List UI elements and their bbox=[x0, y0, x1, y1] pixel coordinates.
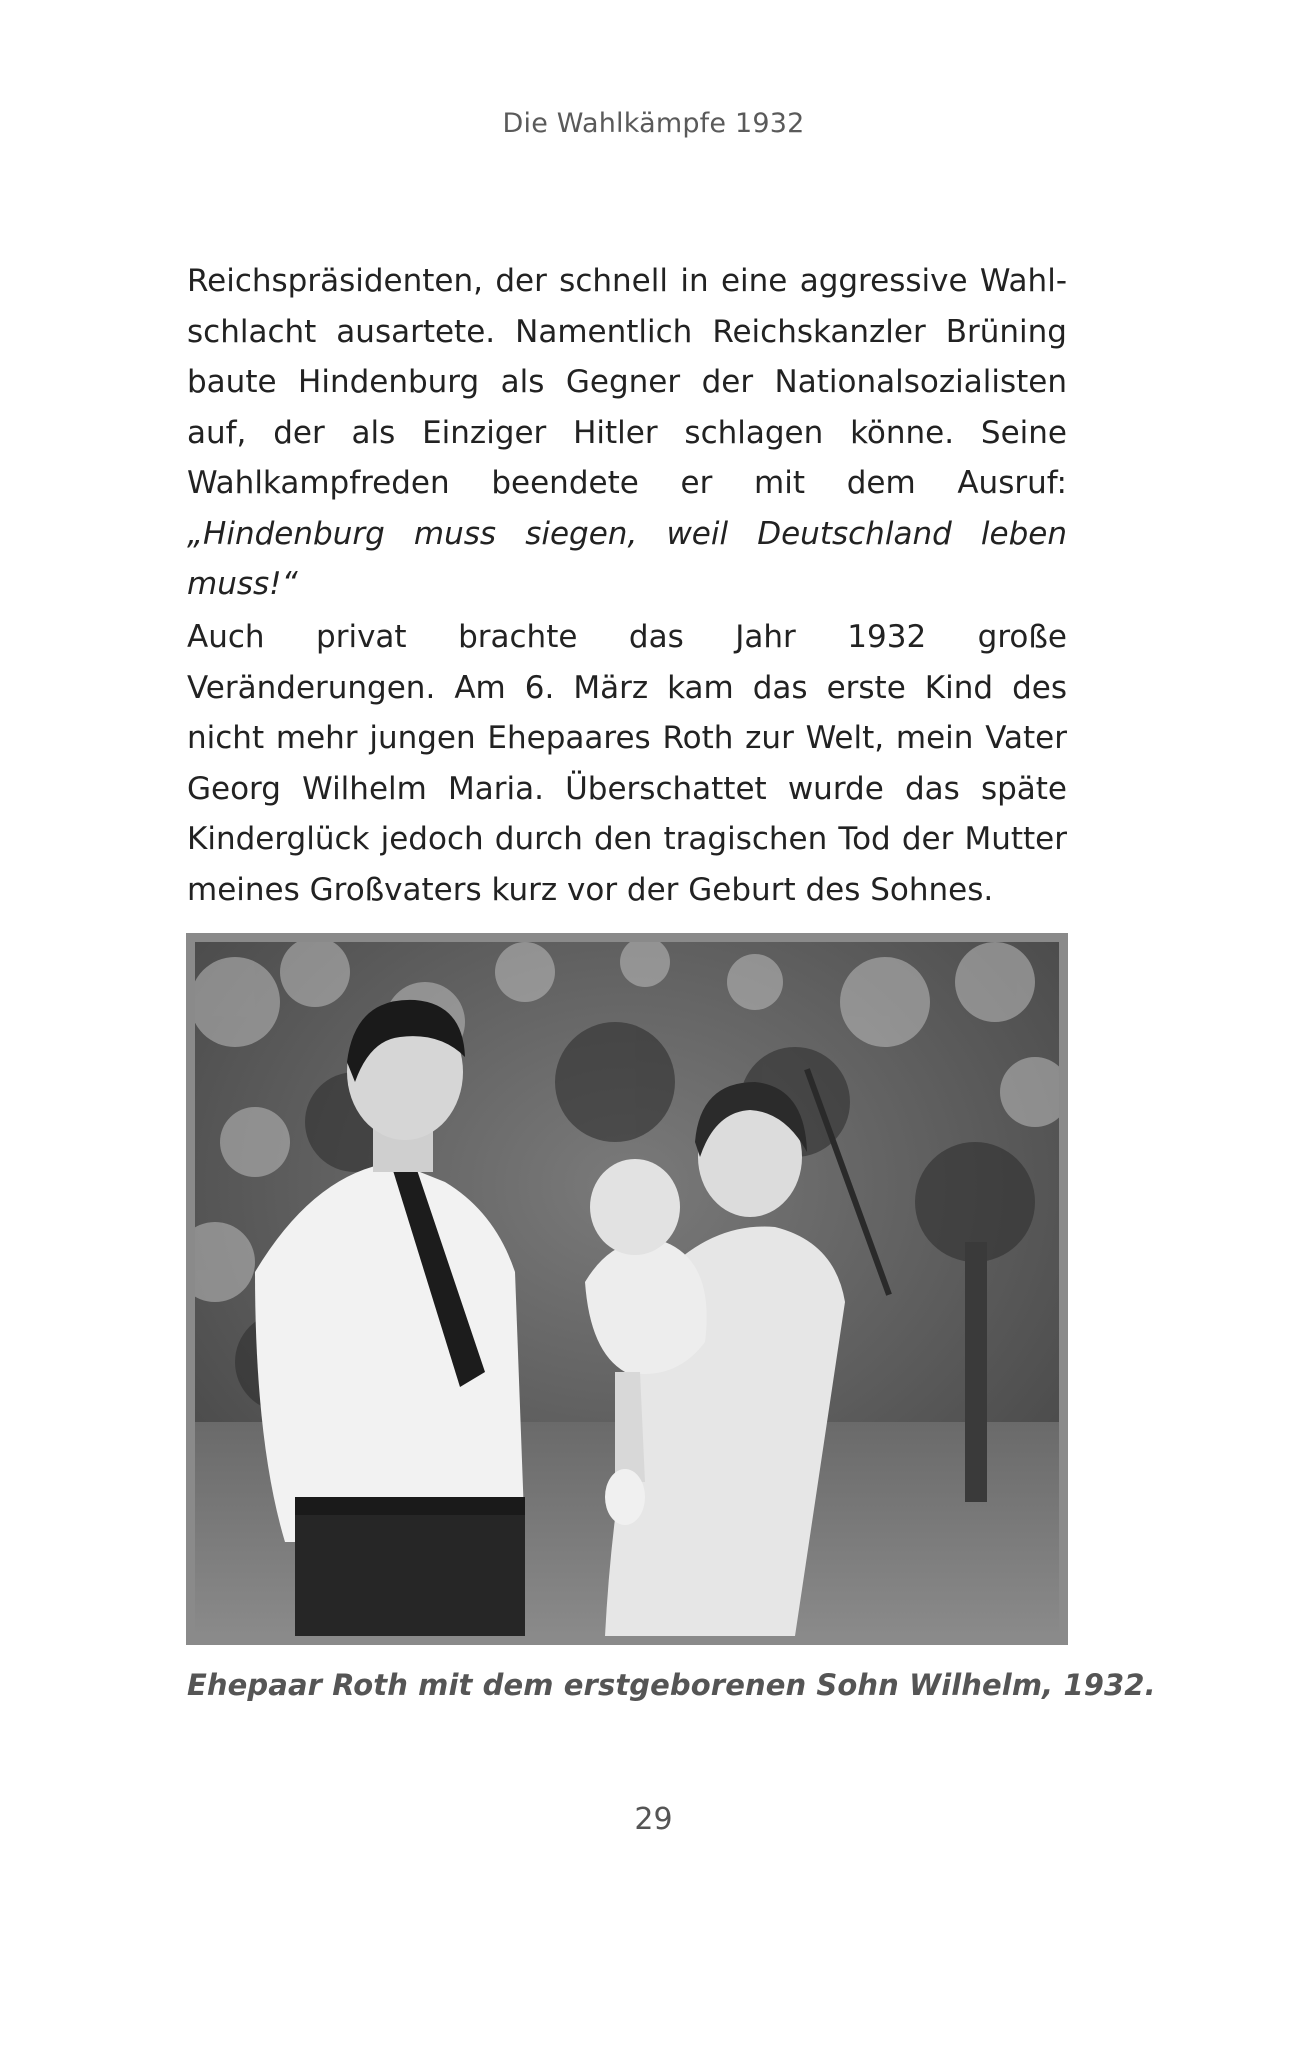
family-photo-image bbox=[195, 942, 1059, 1636]
paragraph-1 bbox=[187, 256, 1067, 610]
running-header: Die Wahlkämpfe 1932 bbox=[502, 108, 805, 139]
photo-caption: Ehepaar Roth mit dem erstgeborenen Sohn Wilhelm, 1932. bbox=[187, 1668, 1156, 1702]
family-photo bbox=[186, 933, 1068, 1645]
page-number: 29 bbox=[634, 1802, 673, 1837]
hindenburg-quote: „Hindenburg muss siegen, weil Deutschland leben muss!“ bbox=[187, 515, 1067, 602]
paragraph-1-text: Reichspräsidenten, der schnell in eine aggressive Wahlschlacht ausartete. Namentlich Reichskanzler Brüning baute Hindenburg als Gegner der Nationalsozialisten auf, der als Einziger Hitler schlagen könne. Seine Wahlkampfreden beendete er mit dem Ausruf: bbox=[187, 263, 1067, 501]
paragraph-2: Auch privat brachte das Jahr 1932 große Veränderungen. Am 6. März kam das erste Kind des nicht mehr jungen Ehepaares Roth zur Welt, mein Vater Georg Wilhelm Maria. Überschattet wurde das späte Kinderglück jedoch durch den tragischen Tod der Mutter meines Großvaters kurz vor der Geburt des Sohnes. bbox=[187, 619, 1067, 908]
